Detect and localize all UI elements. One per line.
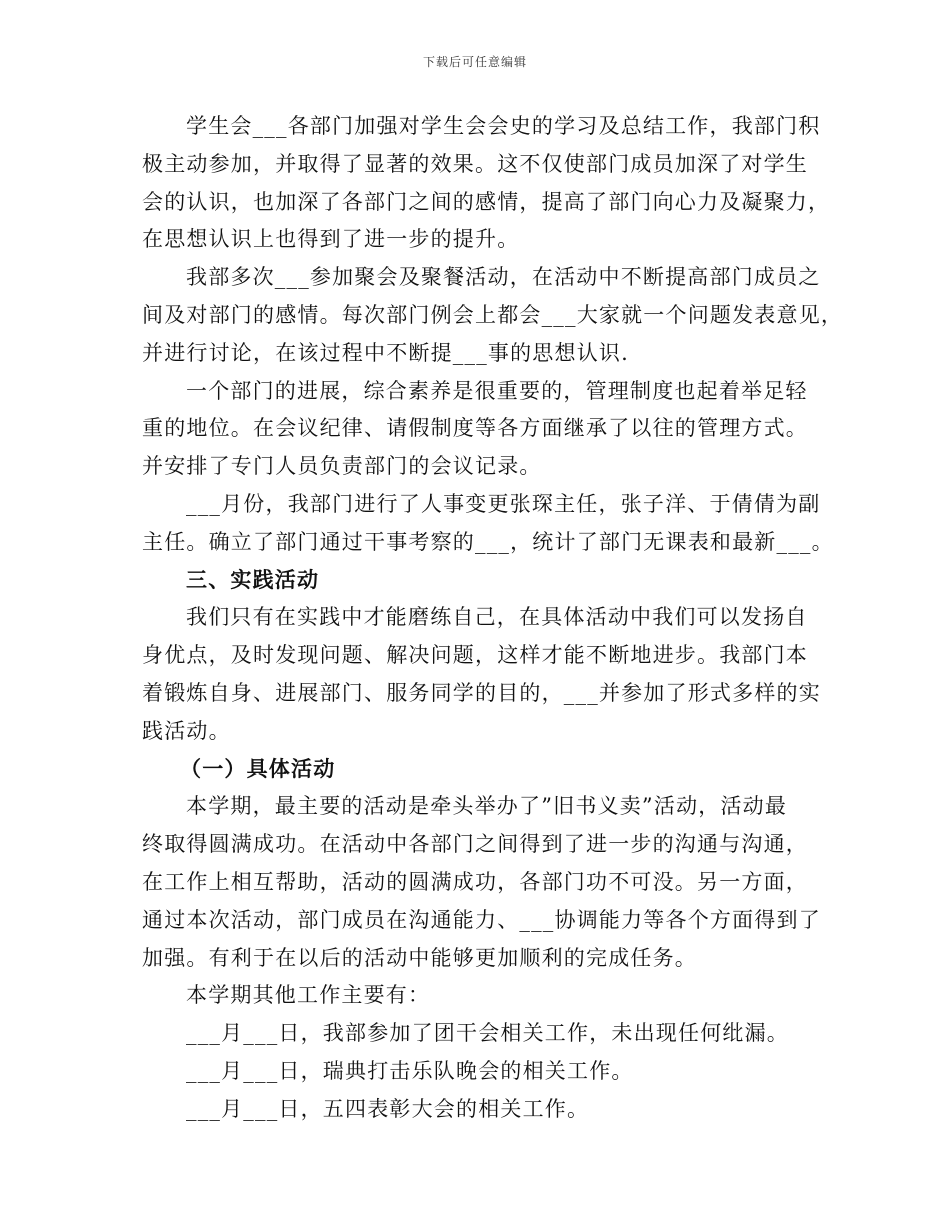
other-work-list bbox=[142, 1015, 822, 1128]
text-line: 终取得圆满成功。在活动中各部门之间得到了进一步的沟通与沟通， bbox=[142, 832, 808, 857]
page-header: 下载后可任意编辑 bbox=[422, 55, 527, 69]
subsection-heading: （一）具体活动 bbox=[180, 756, 336, 781]
text-line: 会的认识，也加深了各部门之间的感情，提高了部门向心力及凝聚力， bbox=[142, 189, 831, 214]
text-line: 间及对部门的感情。每次部门例会上都会___大家就一个问题发表意见， bbox=[142, 302, 844, 327]
text-line: 通过本次活动，部门成员在沟通能力、___协调能力等各个方面得到了 bbox=[142, 907, 821, 932]
document-body bbox=[142, 108, 844, 1129]
text-line: 本学期，最主要的活动是牵头举办了”旧书义卖”活动，活动最 bbox=[186, 794, 788, 819]
text-line: 并进行讨论，在该过程中不断提___事的思想认识. bbox=[142, 340, 629, 365]
text-line: 在思想认识上也得到了进一步的提升。 bbox=[142, 227, 520, 252]
text-line: 践活动。 bbox=[142, 718, 231, 743]
text-line: 学生会___各部门加强对学生会会史的学习及总结工作，我部门积 bbox=[186, 114, 821, 138]
text-line: 并安排了专门人员负责部门的会议记录。 bbox=[142, 454, 542, 479]
paragraph-2 bbox=[142, 259, 844, 372]
list-item: ___月___日，五四表彰大会的相关工作。 bbox=[186, 1096, 590, 1121]
text-line: 加强。有利于在以后的活动中能够更加顺利的完成任务。 bbox=[142, 945, 697, 970]
section-heading: 三、实践活动 bbox=[186, 567, 320, 592]
text-line: 我部多次___参加聚会及聚餐活动，在活动中不断提高部门成员之 bbox=[186, 265, 821, 290]
section-paragraph bbox=[142, 599, 822, 750]
list-item: ___月___日，瑞典打击乐队晚会的相关工作。 bbox=[186, 1058, 634, 1083]
paragraph-4 bbox=[142, 486, 834, 562]
text-line: 着锻炼自身、进展部门、服务同学的目的，___并参加了形式多样的实 bbox=[142, 680, 821, 705]
text-line: 身优点，及时发现问题、解决问题，这样才能不断地进步。我部门本 bbox=[142, 643, 808, 668]
text-line: 主任。确立了部门通过干事考察的___，统计了部门无课表和最新___。 bbox=[142, 529, 834, 554]
text-line: ___月份，我部门进行了人事变更张琛主任，张子洋、于倩倩为副 bbox=[186, 491, 821, 516]
text-line: 极主动参加，并取得了显著的效果。这不仅使部门成员加深了对学生 bbox=[142, 151, 808, 176]
list-item: ___月___日，我部参加了团干会相关工作，未出现任何纰漏。 bbox=[186, 1021, 789, 1046]
other-work-intro: 本学期其他工作主要有： bbox=[186, 983, 431, 1008]
text-line: 在工作上相互帮助，活动的圆满成功，各部门功不可没。另一方面， bbox=[142, 869, 808, 894]
text-line: 我们只有在实践中才能磨练自己，在具体活动中我们可以发扬自 bbox=[186, 605, 808, 630]
paragraph-3 bbox=[142, 373, 822, 486]
paragraph-1 bbox=[142, 108, 831, 259]
text-line: 重的地位。在会议纪律、请假制度等各方面继承了以往的管理方式。 bbox=[142, 416, 808, 441]
activity-paragraph bbox=[142, 788, 822, 977]
text-line: 一个部门的进展，综合素养是很重要的，管理制度也起着举足轻 bbox=[186, 378, 808, 403]
